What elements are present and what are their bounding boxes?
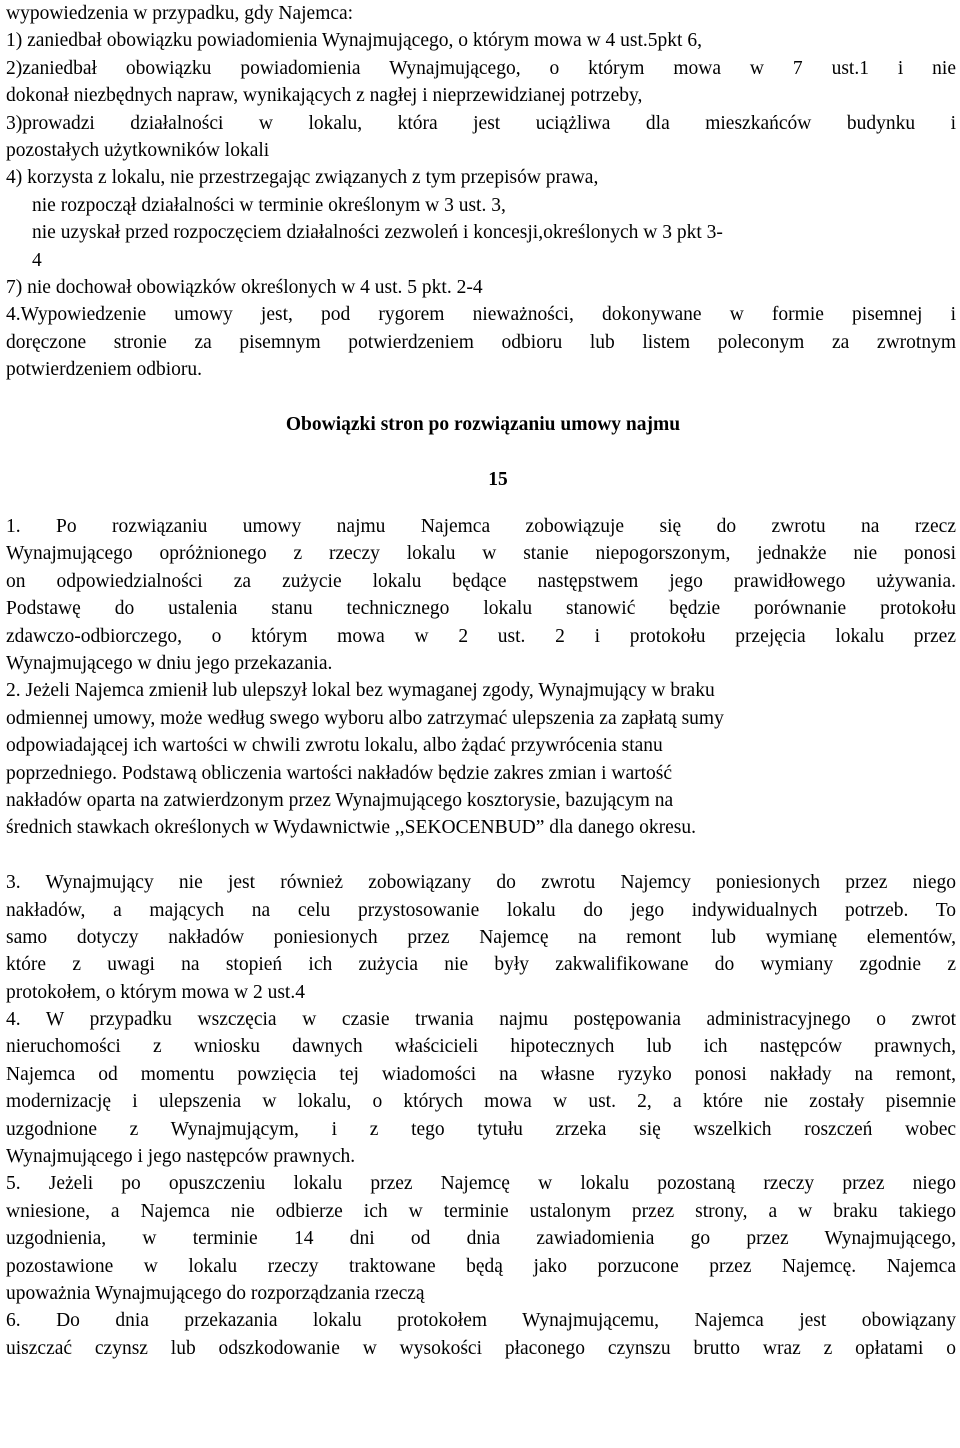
text-line: protokołem, o którym mowa w 2 ust.4 <box>6 981 305 1003</box>
text-line: nie rozpoczął działalności w terminie określonym w 3 ust. 3, <box>32 194 506 216</box>
point-1 <box>6 513 956 677</box>
text-line: Wynajmującego w dniu jego przekazania. <box>6 652 333 674</box>
text-line: poprzedniego. Podstawą obliczenia wartości nakładów będzie zakres zmian i wartość <box>6 762 672 784</box>
text-line: uzgodnione z Wynajmującym, i z tego tytułu zrzeka się wszelkich roszczeń wobec <box>6 1118 956 1140</box>
text-line: on odpowiedzialności za zużycie lokalu będące następstwem jego prawidłowego używania. <box>6 570 956 592</box>
text-line: Podstawę do ustalenia stanu technicznego lokalu stanowić będzie porównanie protokołu <box>6 598 956 620</box>
text-line: pozostałych użytkowników lokali <box>6 139 270 161</box>
text-line: średnich stawkach określonych w Wydawnictwie ,,SEKOCENBUD” dla danego okresu. <box>6 817 697 839</box>
text-line: 1) zaniedbał obowiązku powiadomienia Wynajmującego, o którym mowa w 4 ust.5pkt 6, <box>6 30 702 52</box>
text-line: nieruchomości z wniosku dawnych właścicieli hipotecznych lub ich następców prawnych, <box>6 1036 956 1058</box>
spacer <box>6 493 956 513</box>
text-line: Wynajmującego i jego następców prawnych. <box>6 1146 356 1168</box>
text-line: uiszczać czynsz lub odszkodowanie w wysokości płaconego czynszu brutto wraz z opłatami o <box>6 1337 956 1359</box>
text-line: 2. Jeżeli Najemca zmienił lub ulepszył lokal bez wymaganej zgody, Wynajmujący w braku <box>6 680 715 702</box>
text-line: odpowiadającej ich wartości w chwili zwrotu lokalu, albo żądać przywrócenia stanu <box>6 735 663 757</box>
point-3 <box>6 869 956 1006</box>
text-line: doręczone stronie za pisemnym potwierdzeniem odbioru lub listem poleconym za zwrotnym <box>6 331 956 353</box>
text-line: 4.Wypowiedzenie umowy jest, pod rygorem nieważności, dokonywane w formie pisemnej i <box>6 304 956 326</box>
text-line: upoważnia Wynajmującego do rozporządzania rzeczą <box>6 1282 425 1304</box>
text-line: uzgodnienia, w terminie 14 dni od dnia zawiadomienia go przez Wynajmującego, <box>6 1228 956 1250</box>
text-line: nakładów, a mających na celu przystosowanie lokalu do jego indywidualnych potrzeb. To <box>6 899 956 921</box>
text-line: zdawczo-odbiorczego, o którym mowa w 2 ust. 2 i protokołu przejęcia lokalu przez <box>6 625 956 647</box>
spacer <box>6 383 956 410</box>
text-line: 4 <box>32 249 42 271</box>
text-line: 7) nie dochował obowiązków określonych w 4 ust. 5 pkt. 2-4 <box>6 276 483 298</box>
spacer <box>6 438 956 465</box>
text-line: 1. Po rozwiązaniu umowy najmu Najemca zobowiązuje się do zwrotu na rzecz <box>6 516 956 538</box>
text-line: które z uwagi na stopień ich zużycia nie były zakwalifikowane do wymiany zgodnie z <box>6 954 956 976</box>
text-line: nie uzyskał przed rozpoczęciem działalności zezwoleń i koncesji,określonych w 3 pkt 3- <box>32 222 723 244</box>
termination-grounds-section <box>6 0 956 383</box>
text-line: 4. W przypadku wszczęcia w czasie trwania najmu postępowania administracyjnego o zwrot <box>6 1009 956 1031</box>
text-line: pozostawione w lokalu rzeczy traktowane będą jako porzucone przez Najemcę. Najemca <box>6 1255 956 1277</box>
text-line: potwierdzeniem odbioru. <box>6 359 203 381</box>
spacer <box>6 842 956 869</box>
text-line: dokonał niezbędnych napraw, wynikających z nagłej i nieprzewidzianej potrzeby, <box>6 85 643 107</box>
paragraph-number: 15 <box>488 468 508 490</box>
text-line: 3. Wynajmujący nie jest również zobowiązany do zwrotu Najemcy poniesionych przez niego <box>6 872 956 894</box>
text-line: 3)prowadzi działalności w lokalu, która jest uciążliwa dla mieszkańców budynku i <box>6 112 956 134</box>
point-2 <box>6 677 956 841</box>
text-line: modernizację i ulepszenia w lokalu, o których mowa w ust. 2, a które nie zostały pisemnie <box>6 1091 956 1113</box>
point-5 <box>6 1170 956 1307</box>
text-line: 6. Do dnia przekazania lokalu protokołem Wynajmującemu, Najemca jest obowiązany <box>6 1310 956 1332</box>
text-line: Najemca od momentu powzięcia tej wiadomości na własne ryzyko ponosi nakłady na remont, <box>6 1063 956 1085</box>
text-line: wypowiedzenia w przypadku, gdy Najemca: <box>6 3 354 24</box>
text-line: 5. Jeżeli po opuszczeniu lokalu przez Najemcę w lokalu pozostaną rzeczy przez niego <box>6 1173 956 1195</box>
text-line: 4) korzysta z lokalu, nie przestrzegając związanych z tym przepisów prawa, <box>6 167 599 189</box>
document-page <box>6 0 956 1362</box>
text-line: Wynajmującego opróżnionego z rzeczy lokalu w stanie niepogorszonym, jednakże nie ponosi <box>6 543 956 565</box>
point-6 <box>6 1307 956 1362</box>
text-line: samo dotyczy nakładów poniesionych przez Najemcę na remont lub wymianę elementów, <box>6 926 956 948</box>
text-line: nakładów oparta na zatwierdzonym przez Wynajmującego kosztorysie, bazującym na <box>6 789 674 811</box>
text-line: 2)zaniedbał obowiązku powiadomienia Wynajmującego, o którym mowa w 7 ust.1 i nie <box>6 57 956 79</box>
text-line: wniesione, a Najemca nie odbierze ich w terminie ustalonym przez strony, a w braku takiego <box>6 1200 956 1222</box>
section-title: Obowiązki stron po rozwiązaniu umowy najmu <box>285 413 681 435</box>
text-line: odmiennej umowy, może według swego wyboru albo zatrzymać ulepszenia za zapłatą sumy <box>6 707 724 729</box>
point-4 <box>6 1006 956 1170</box>
